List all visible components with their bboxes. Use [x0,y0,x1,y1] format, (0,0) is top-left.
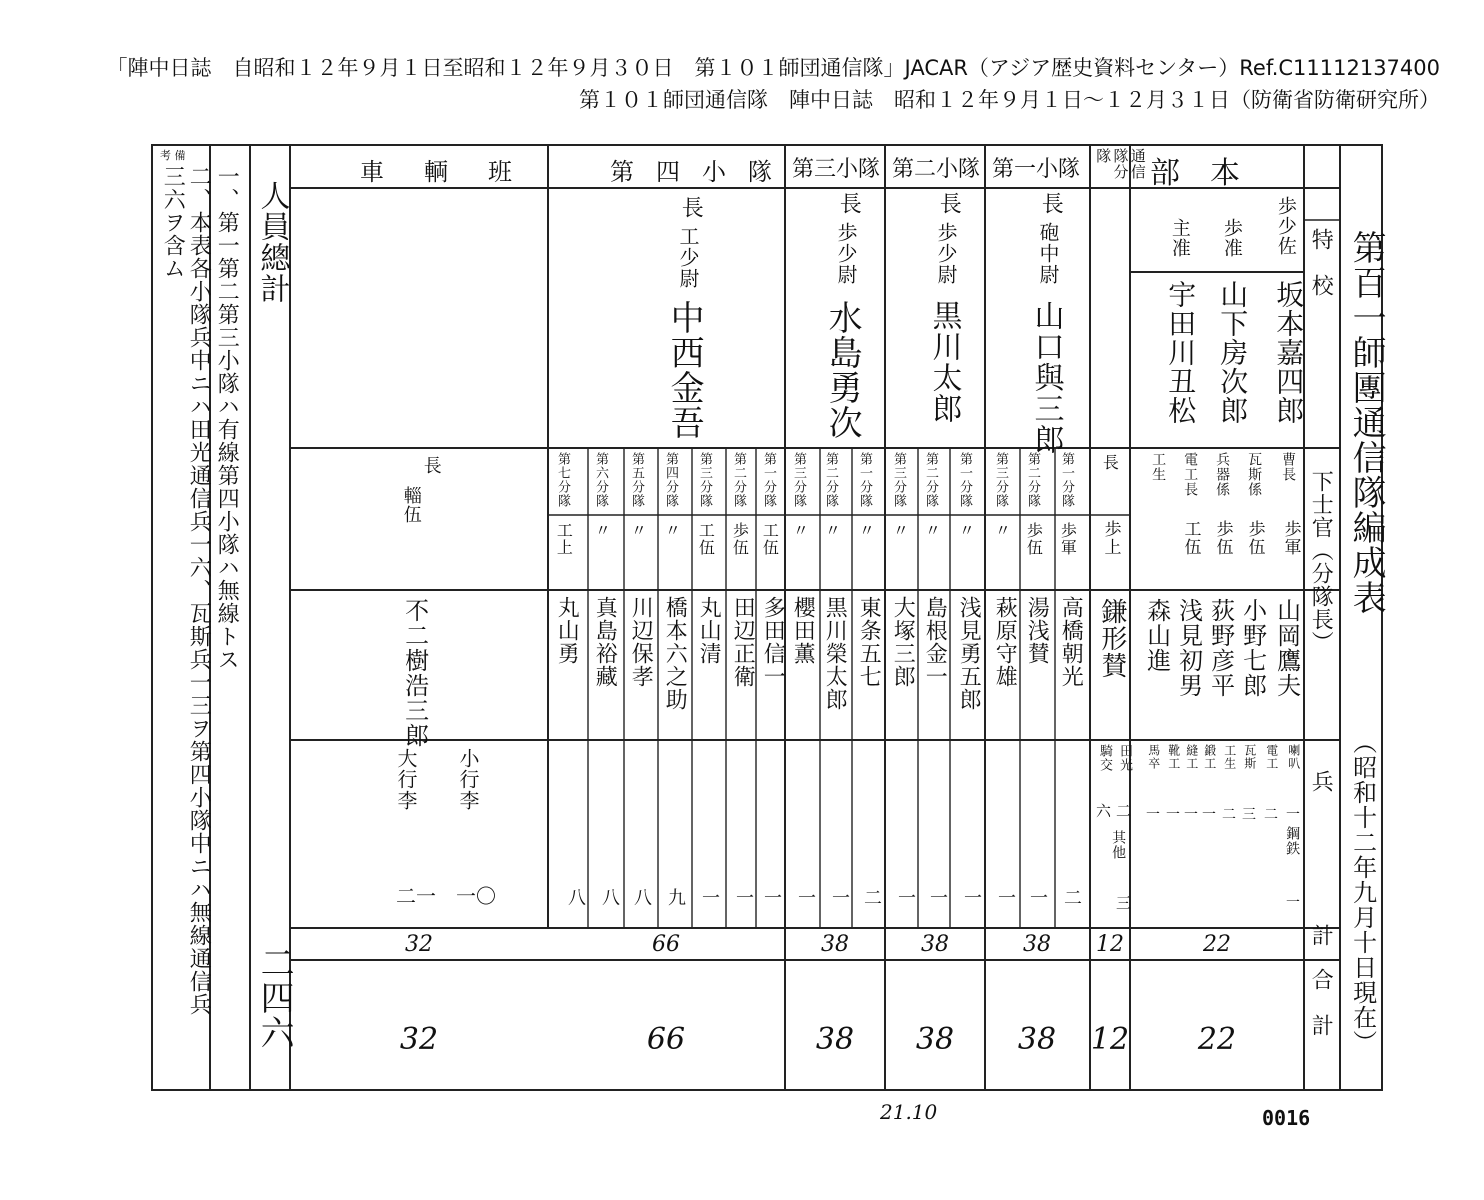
squad-post: 第一分隊 [1058,452,1074,508]
honbu-soldier-count: 一 [1184,807,1198,823]
row-label-soldier: 兵 [1308,770,1334,793]
squad-post: 第三分隊 [696,452,712,508]
nco-post: 瓦斯係 [1246,452,1263,497]
bunntai-other-count: 三 [1116,894,1132,912]
squad-name: 浅見勇五郎 [956,596,982,711]
row-label-officer: 特 校 [1308,228,1334,297]
nco-name: 鎌形賛 [1096,598,1127,679]
honbu-soldier-label: 瓦斯 [1242,744,1257,770]
nco-name: 森山進 [1142,598,1171,673]
squad-rank: 〃 [662,522,682,539]
squad-soldier-count: 一 [832,888,850,909]
officer-name: 山口與三郎 [1028,300,1064,455]
officer-name: 宇田川丑松 [1164,280,1198,425]
officer-rank: 歩少尉 [934,222,958,285]
squad-rank: 〃 [922,522,942,539]
nco-post: 電工長 [1182,452,1199,497]
nco-rank: 歩軍 [1280,520,1301,556]
squad-rank: 歩軍 [1058,522,1078,556]
squad-name: 橋本六之助 [662,596,688,711]
squad-name: 多田信一 [760,596,786,688]
squad-name: 丸山清 [696,596,722,665]
squad-rank: 〃 [628,522,648,539]
squad-name: 高橋朝光 [1058,596,1084,688]
nco-name: 荻野彦平 [1206,598,1235,698]
nco-rank: 歩上 [1100,520,1121,556]
grand-total-value: 22 [1197,1022,1237,1057]
squad-rank: 工伍 [696,522,716,556]
squad-rank: 〃 [592,522,612,539]
squad-rank: 〃 [856,522,876,539]
honbu-note-count: 一 [1286,895,1300,911]
honbu-soldier-count: 二 [1222,807,1236,823]
officer-rank: 歩准 [1220,218,1243,258]
squad-soldier-count: 八 [634,888,652,909]
squad-name: 田辺正衛 [730,596,756,688]
squad-soldier-count: 一 [736,888,754,909]
honbu-soldier-label: 靴工 [1166,744,1181,770]
doc-date: （昭和十二年九月十日現在） [1348,730,1377,1055]
sharyo-soldier-label: 小行李 [456,748,480,811]
honbu-soldier-count: 一 [1202,807,1216,823]
honbu-soldier-count: 二 [1264,807,1278,823]
squad-rank: 工上 [554,522,574,556]
honbu-note: 鋼鉄 [1284,826,1301,856]
honbu-soldier-label: 縫工 [1184,744,1199,770]
sum-value: 12 [1096,932,1124,957]
honbu-soldier-count: 一 [1286,807,1300,823]
squad-soldier-count: 一 [798,888,816,909]
grand-total-value: 38 [915,1022,955,1057]
remarks-3: 三六ヲ含ム [160,165,186,280]
row-label-sum: 計 [1308,924,1334,947]
squad-soldier-count: 九 [668,888,686,909]
sharyo-soldier-count: 一〇 [456,884,496,908]
sharyo-soldier-count: 二一 [396,884,436,908]
doc-title: 第百一師團通信隊編成表 [1346,230,1387,615]
header-line-2: 第１０１師団通信隊 陣中日誌 昭和１２年９月１日～１２月３１日（防衛省防衛研究所） [579,88,1440,112]
officer-name: 山下房次郎 [1216,280,1250,425]
total-label: 人員總計 [254,180,290,304]
remarks-1: 一、第一第二第三小隊ハ有線第四小隊ハ無線トス [214,165,240,671]
squad-name: 大塚三郎 [890,596,916,688]
squad-name: 川辺保孝 [628,596,654,688]
nco-post: 長 [420,456,442,475]
officer-name: 水島勇次 [822,300,863,440]
squad-soldier-count: 二 [864,888,882,909]
squad-rank: 〃 [822,522,842,539]
squad-post: 第二分隊 [1024,452,1040,508]
squad-post: 第四分隊 [662,452,678,508]
sum-value: 38 [1023,932,1051,957]
honbu-soldier-count: 一 [1166,807,1180,823]
squad-name: 丸山勇 [554,596,580,665]
officer-role: 長 [936,192,962,215]
bunntai-soldier-label: 騎交 [1096,744,1112,772]
squad-post: 第三分隊 [890,452,906,508]
nco-rank: 工伍 [1180,520,1201,556]
squad-rank: 〃 [992,522,1012,539]
unit-sharyo: 車輌班 [360,158,552,186]
honbu-soldier-count: 三 [1242,807,1256,823]
squad-name: 東条五七 [856,596,882,688]
squad-post: 第二分隊 [822,452,838,508]
squad-name: 萩原守雄 [992,596,1018,688]
officer-rank: 工少尉 [676,226,700,289]
squad-soldier-count: 一 [898,888,916,909]
unit-bunntai: 通信隊分隊 [1094,148,1147,180]
officer-rank: 砲中尉 [1036,222,1060,285]
squad-soldier-count: 八 [568,888,586,909]
sharyo-soldier-label: 大行李 [394,748,418,811]
bunntai-other: 其他 [1110,830,1127,860]
grand-total-value: 12 [1090,1022,1130,1057]
squad-soldier-count: 一 [764,888,782,909]
total-value: 二四六 [254,945,295,1050]
bunntai-soldier-count: 六 [1096,802,1112,820]
unit-platoon-3: 第三小隊 [792,157,881,182]
squad-post: 第三分隊 [992,452,1008,508]
sum-value: 66 [652,932,680,957]
squad-post: 第一分隊 [956,452,972,508]
squad-rank: 歩伍 [1024,522,1044,556]
honbu-soldier-label: 馬卒 [1146,744,1161,770]
squad-rank: 歩伍 [730,522,750,556]
squad-post: 第六分隊 [592,452,608,508]
row-label-grand: 合 計 [1308,968,1334,1037]
squad-soldier-count: 一 [930,888,948,909]
bunntai-soldier-count: 二 [1116,802,1132,820]
honbu-soldier-label: 鍛工 [1202,744,1217,770]
squad-soldier-count: 一 [964,888,982,909]
squad-name: 島根金一 [922,596,948,688]
grand-total-value: 38 [815,1022,855,1057]
nco-post: 長 [1100,454,1120,471]
squad-post: 第七分隊 [554,452,570,508]
grand-total-value: 32 [399,1022,439,1057]
officer-name: 中西金吾 [664,300,705,440]
officer-role: 長 [678,196,704,219]
nco-post: 工生 [1150,452,1167,482]
remarks-heading: 考 備 [160,149,186,162]
sum-value: 38 [921,932,949,957]
nco-rank: 歩伍 [1212,520,1233,556]
squad-soldier-count: 八 [602,888,620,909]
squad-name: 真島裕藏 [592,596,618,688]
bunntai-soldier-label: 田光 [1116,744,1132,772]
nco-post: 曹長 [1280,452,1297,482]
squad-post: 第五分隊 [628,452,644,508]
row-label-nco: 下士官（分隊長） [1308,470,1334,654]
unit-platoon-4: 第四小隊 [610,158,794,186]
officer-role: 長 [1038,192,1064,215]
header-line-1: 「陣中日誌 自昭和１２年９月１日至昭和１２年９月３０日 第１０１師団通信隊」JACAR（アジア歴史資料センター）Ref.C11112137400 [106,56,1440,80]
squad-soldier-count: 一 [998,888,1016,909]
unit-honbu: 部 本 [1150,156,1240,191]
officer-name: 黒川太郎 [926,300,962,424]
sum-value: 38 [821,932,849,957]
unit-platoon-1: 第一小隊 [992,157,1081,182]
unit-platoon-2: 第二小隊 [892,157,981,182]
squad-post: 第二分隊 [922,452,938,508]
nco-name: 不二樹浩三郎 [400,598,429,748]
squad-rank: 〃 [956,522,976,539]
officer-rank: 歩少尉 [834,222,858,285]
page-number: 0016 [1262,1106,1311,1130]
squad-name: 湯浅賛 [1024,596,1050,665]
honbu-soldier-count: 一 [1146,807,1160,823]
honbu-soldier-label: 喇叭 [1286,744,1301,770]
squad-soldier-count: 一 [1030,888,1048,909]
nco-name: 山岡鷹夫 [1272,598,1301,698]
nco-name: 小野七郎 [1238,598,1267,698]
officer-rank: 主准 [1168,218,1191,258]
officer-name: 坂本嘉四郎 [1272,280,1306,425]
honbu-soldier-label: 工生 [1222,744,1237,770]
stamp: 21.10 [880,1100,938,1124]
nco-rank: 輜伍 [400,486,422,524]
grand-total-value: 38 [1017,1022,1057,1057]
squad-post: 第三分隊 [790,452,806,508]
squad-post: 第一分隊 [760,452,776,508]
grand-total-value: 66 [646,1022,686,1057]
sum-value: 32 [405,932,433,957]
squad-post: 第二分隊 [730,452,746,508]
remarks-2: 二、本表各小隊兵中ニハ田光通信兵一六、瓦斯兵一三ヲ第四小隊中ニハ無線通信兵 [186,165,212,1016]
squad-rank: 工伍 [760,522,780,556]
nco-name: 浅見初男 [1174,598,1203,698]
squad-post: 第一分隊 [856,452,872,508]
squad-rank: 〃 [790,522,810,539]
officer-role: 長 [836,192,862,215]
officer-rank: 歩少佐 [1274,196,1297,256]
sum-value: 22 [1203,932,1231,957]
nco-rank: 歩伍 [1244,520,1265,556]
nco-post: 兵器係 [1214,452,1231,497]
squad-soldier-count: 一 [702,888,720,909]
squad-rank: 〃 [890,522,910,539]
squad-name: 櫻田薫 [790,596,816,665]
squad-soldier-count: 二 [1064,888,1082,909]
honbu-soldier-label: 電工 [1264,744,1279,770]
squad-name: 黒川榮太郎 [822,596,848,711]
